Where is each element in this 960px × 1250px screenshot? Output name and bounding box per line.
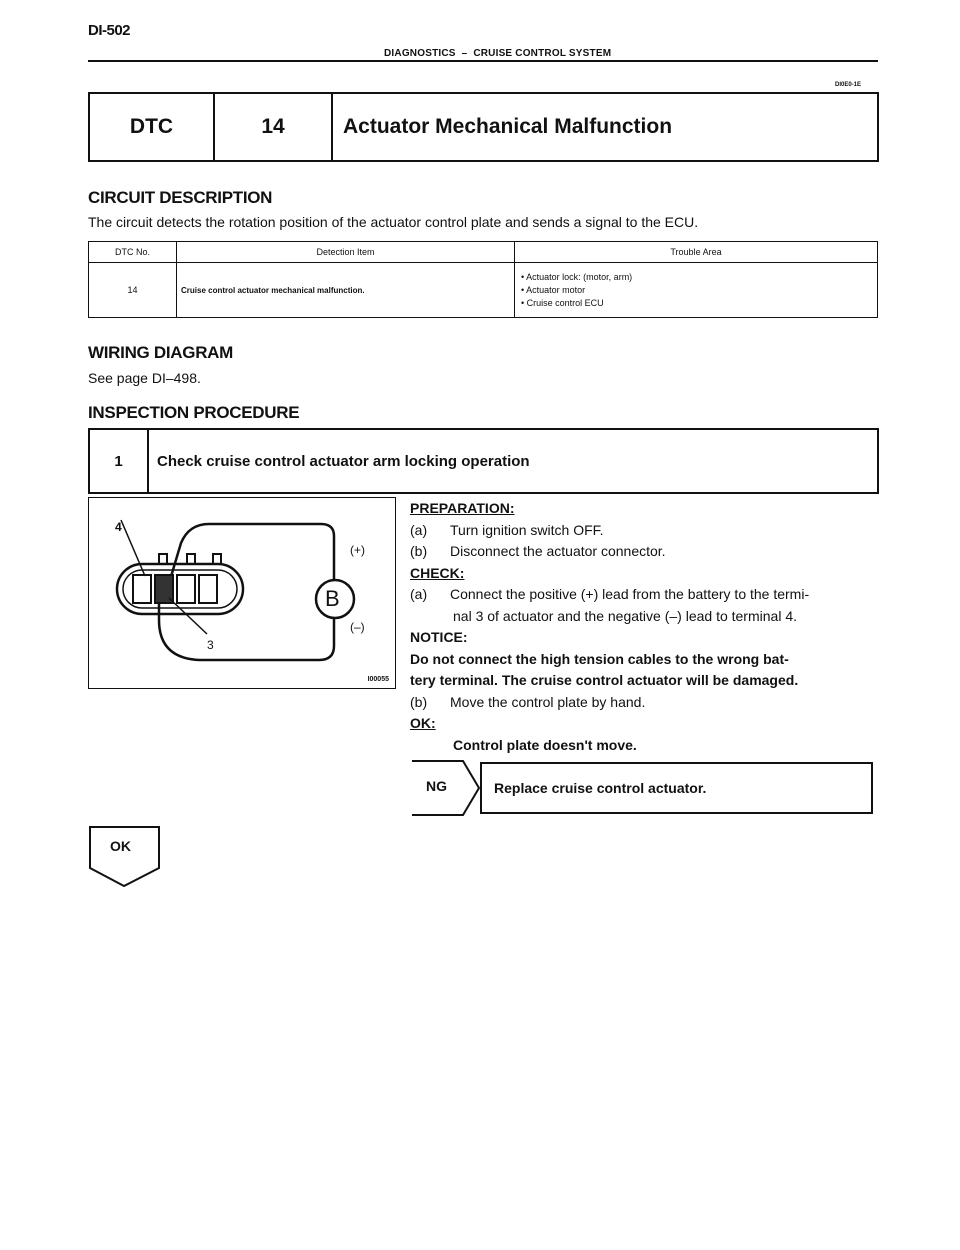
table-header: DTC No. <box>89 242 177 263</box>
preparation-label: PREPARATION: <box>410 500 515 516</box>
prep-step-a: (a) Turn ignition switch OFF. <box>410 521 604 538</box>
table-header-row <box>89 242 878 263</box>
battery-label: B <box>325 586 340 611</box>
connector-diagram <box>89 498 395 688</box>
table-cell-trouble-area <box>515 263 878 318</box>
actuator-connector-figure <box>88 497 396 689</box>
lock-tab <box>159 554 167 564</box>
dtc-title: Actuator Mechanical Malfunction <box>343 115 673 138</box>
notice-line-2: tery terminal. The cruise control actuator will be damaged. <box>410 672 799 688</box>
plus-label: (+) <box>350 543 365 557</box>
step-title: Check cruise control actuator arm locking operation <box>157 452 530 470</box>
ng-action-text: Replace cruise control actuator. <box>494 780 707 796</box>
ng-action-box <box>480 762 873 814</box>
step-box <box>88 428 879 494</box>
trouble-area-item: • Actuator motor <box>521 284 586 295</box>
check-step-a-continued: nal 3 of actuator and the negative (–) lead to terminal 4. <box>453 607 797 624</box>
step-number: 1 <box>90 430 149 492</box>
wiring-diagram-text: See page DI–498. <box>88 370 201 386</box>
table-cell-detection-item: Cruise control actuator mechanical malfunction. <box>177 263 515 318</box>
figure-id: I00055 <box>367 676 389 683</box>
dtc-title-box <box>88 92 879 162</box>
terminal-1 <box>133 575 151 603</box>
circuit-description-heading: CIRCUIT DESCRIPTION <box>88 188 273 207</box>
wire-plus <box>167 524 334 590</box>
table-header: Detection Item <box>177 242 515 263</box>
header-rule <box>88 60 878 62</box>
terminal-4-label: 4 <box>115 520 122 534</box>
ng-arrow-flag <box>411 760 483 818</box>
wiring-diagram-heading: WIRING DIAGRAM <box>88 343 234 362</box>
ok-arrow-flag <box>89 826 161 888</box>
prep-step-b: (b) Disconnect the actuator connector. <box>410 543 666 559</box>
check-step-a: (a) Connect the positive (+) lead from the battery to the termi- <box>410 586 810 602</box>
lock-tab <box>213 554 221 564</box>
dtc-table <box>88 241 878 318</box>
running-header: DIAGNOSTICS – CRUISE CONTROL SYSTEM <box>384 48 612 59</box>
lock-tab <box>187 554 195 564</box>
table-row <box>89 263 878 318</box>
doc-code: DI0E0-1E <box>835 82 862 88</box>
ok-label: OK: <box>410 715 436 731</box>
procedure-text <box>410 498 880 756</box>
trouble-area-item: • Actuator lock: (motor, arm) <box>521 271 633 282</box>
ok-condition: Control plate doesn't move. <box>453 736 637 753</box>
ok-result-label: OK <box>110 838 131 854</box>
circuit-description-text: The circuit detects the rotation position of the actuator control plate and sends a signal to the ECU. <box>88 214 699 230</box>
terminal-3-label: 3 <box>207 638 214 652</box>
ng-label: NG <box>426 778 447 794</box>
leader-terminal-4 <box>121 520 145 576</box>
page-id: DI-502 <box>88 22 131 39</box>
check-step-b: (b) Move the control plate by hand. <box>410 693 646 710</box>
table-cell-dtc-no: 14 <box>89 263 177 318</box>
terminal-4 <box>199 575 217 603</box>
dtc-label: DTC <box>90 94 215 160</box>
minus-label: (–) <box>350 620 365 634</box>
trouble-area-item: • Cruise control ECU <box>521 297 604 308</box>
table-header: Trouble Area <box>515 242 878 263</box>
notice-line-1: Do not connect the high tension cables to the wrong bat- <box>410 650 789 667</box>
notice-label: NOTICE: <box>410 629 468 645</box>
inspection-procedure-heading: INSPECTION PROCEDURE <box>88 403 300 422</box>
dtc-code: 14 <box>215 94 333 160</box>
check-label: CHECK: <box>410 564 465 581</box>
wire-minus <box>159 584 334 660</box>
terminal-3 <box>177 575 195 603</box>
